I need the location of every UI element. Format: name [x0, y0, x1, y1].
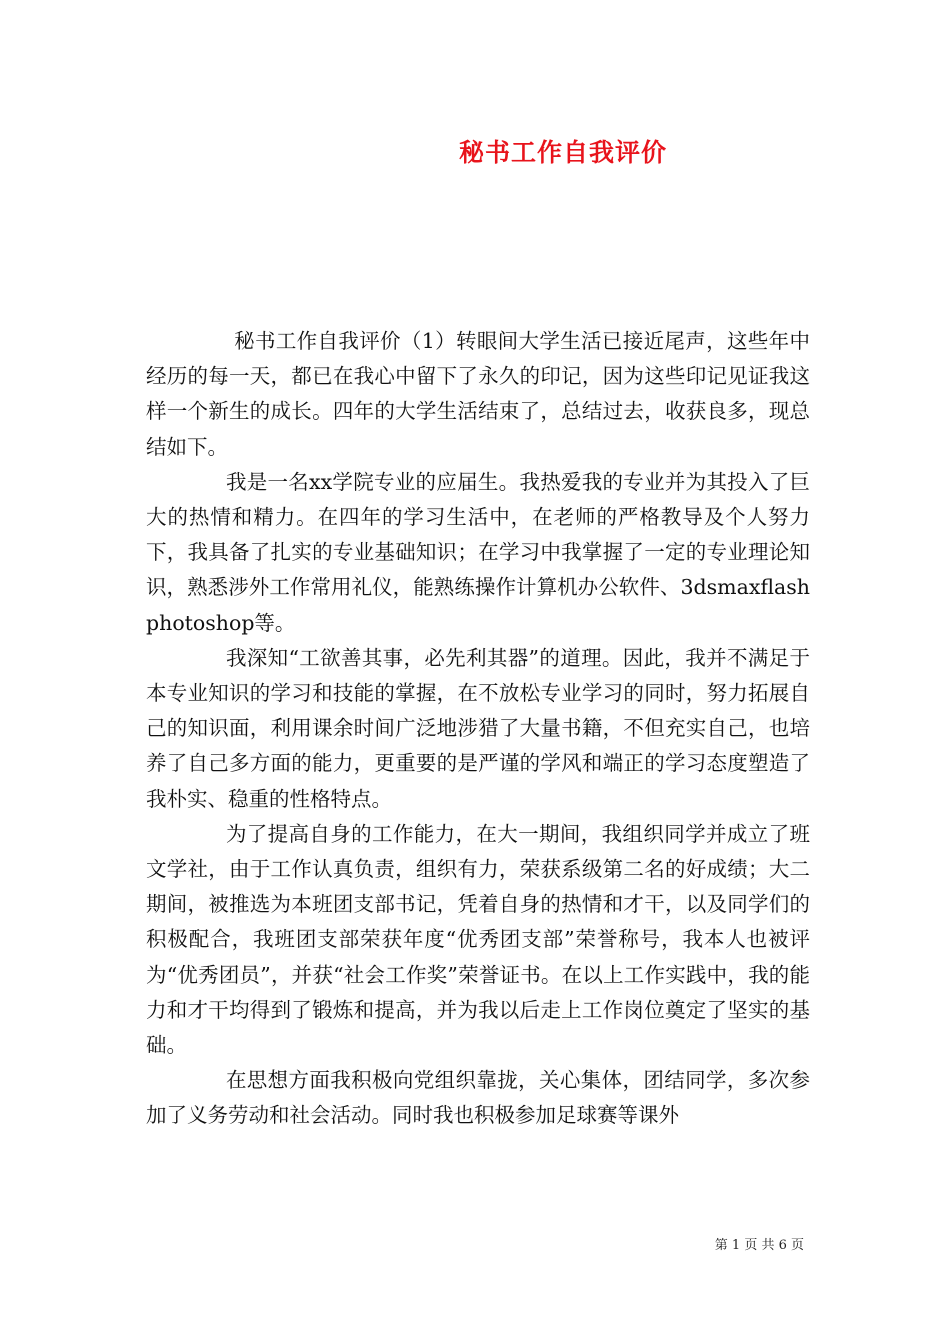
- paragraph-5: 在思想方面我积极向党组织靠拢，关心集体，团结同学，多次参加了义务劳动和社会活动。同时我也积极参加足球赛等课外: [146, 1068, 810, 1128]
- document-body: [146, 324, 810, 1134]
- paragraph-2: 我是一名xx学院专业的应届生。我热爱我的专业并为其投入了巨大的热情和精力。在四年的学习生活中，在老师的严格教导及个人努力下，我具备了扎实的专业基础知识；在学习中我掌握了一定的专业理论知识，熟悉涉外工作常用礼仪，能熟练操作计算机办公软件、3dsmaxflashphotoshop等。: [146, 469, 810, 635]
- paragraph-3: 我深知“工欲善其事，必先利其器”的道理。因此，我并不满足于本专业知识的学习和技能的掌握，在不放松专业学习的同时，努力拓展自己的知识面，利用课余时间广泛地涉猎了大量书籍，不但充实自己，也培养了自己多方面的能力，更重要的是严谨的学风和端正的学习态度塑造了我朴实、稳重的性格特点。: [146, 645, 810, 811]
- document-title: 秘书工作自我评价: [458, 138, 667, 167]
- paragraph-1: 秘书工作自我评价（1）转眼间大学生活已接近尾声，这些年中经历的每一天，都已在我心中留下了永久的印记，因为这些印记见证我这样一个新生的成长。四年的大学生活结束了，总结过去，收获良多，现总结如下。: [146, 329, 810, 459]
- page-footer: 第 1 页 共 6 页: [714, 1238, 804, 1253]
- page-title: [0, 133, 950, 169]
- paragraph-4: 为了提高自身的工作能力，在大一期间，我组织同学并成立了班文学社，由于工作认真负责，组织有力，荣获系级第二名的好成绩；大二期间，被推选为本班团支部书记，凭着自身的热情和才干，以及同学们的积极配合，我班团支部荣获年度“优秀团支部”荣誉称号，我本人也被评为“优秀团员”，并获“社会工作奖”荣誉证书。在以上工作实践中，我的能力和才干均得到了锻炼和提高，并为我以后走上工作岗位奠定了坚实的基础。: [146, 821, 810, 1058]
